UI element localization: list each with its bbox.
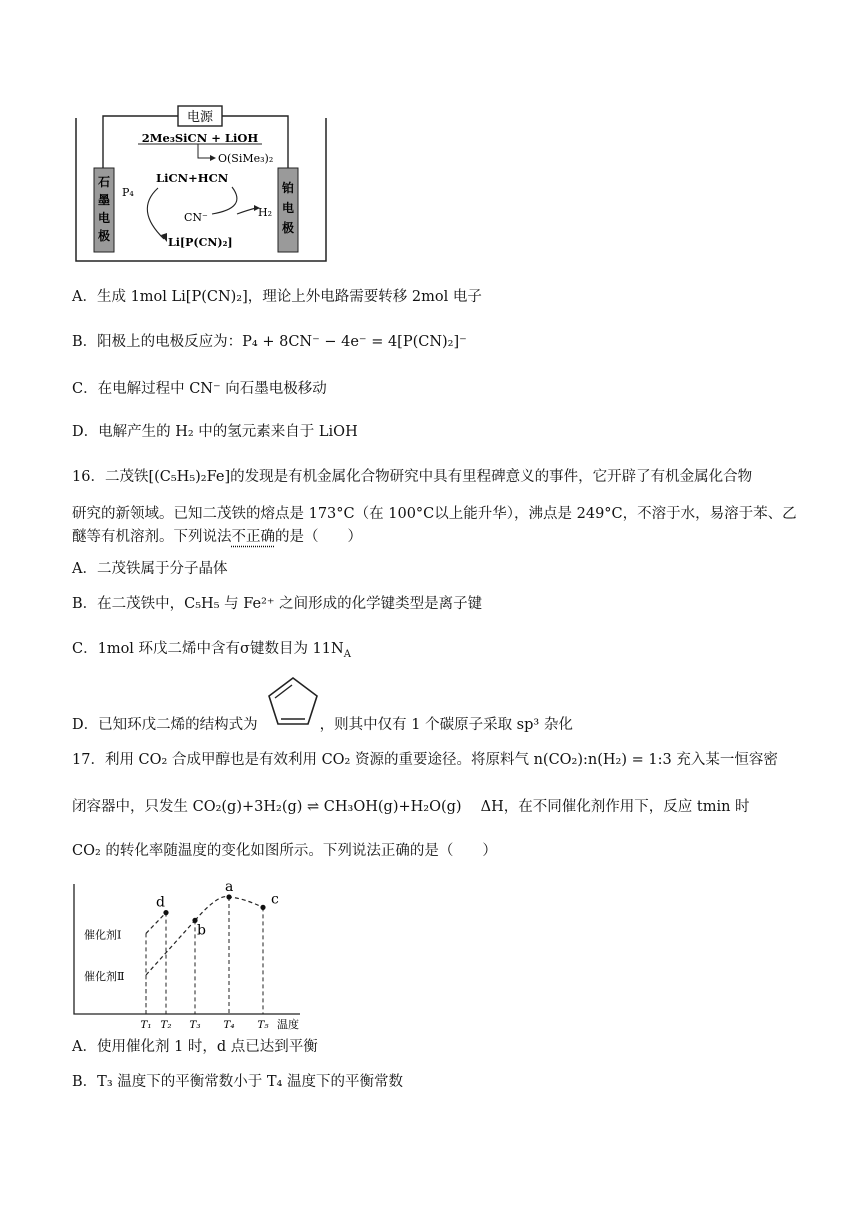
q16-option-c-sub: A bbox=[343, 648, 351, 660]
data-point-d bbox=[163, 910, 168, 915]
q16-option-b: B．在二茂铁中，C₅H₅ 与 Fe²⁺ 之间形成的化学键类型是离子键 bbox=[72, 596, 483, 612]
right-electrode-char: 极 bbox=[281, 221, 295, 235]
q15-option-b: B．阳极上的电极反应为：P₄ + 8CN⁻ − 4e⁻ = 4[P(CN)₂]⁻ bbox=[72, 334, 467, 350]
q16-stem-text: 醚等有机溶剂。下列说法 bbox=[72, 529, 232, 545]
q17-stem-line2: 闭容器中，只发生 CO₂(g)+3H₂(g) ⇌ CH₃OH(g)+H₂O(g) ΔH，在不同催化剂作用下，反应 tmin 时 bbox=[72, 799, 750, 815]
q17-stem-line1: 17．利用 CO₂ 合成甲醇也是有效利用 CO₂ 资源的重要途径。将原料气 n(CO₂):n(H₂) = 1:3 充入某一恒容密 bbox=[72, 752, 778, 768]
q16-emphasis: 不正确 bbox=[231, 529, 275, 545]
product-label: Li[P(CN)₂] bbox=[168, 236, 233, 249]
cyclopentadiene-structure bbox=[262, 672, 324, 730]
point-label-c: c bbox=[271, 891, 279, 908]
q17-option-a: A．使用催化剂 1 时，d 点已达到平衡 bbox=[72, 1039, 318, 1055]
mid-label: LiCN+HCN bbox=[156, 171, 229, 185]
q16-option-a: A．二茂铁属于分子晶体 bbox=[72, 561, 228, 577]
x-tick-label: T₁ bbox=[140, 1019, 152, 1030]
q17-option-b: B．T₃ 温度下的平衡常数小于 T₄ 温度下的平衡常数 bbox=[72, 1074, 403, 1090]
series-label-1: 催化剂Ⅰ bbox=[84, 928, 122, 942]
q16-option-c bbox=[72, 638, 351, 666]
power-label: 电源 bbox=[186, 110, 214, 125]
x-axis-label: 温度 bbox=[277, 1018, 299, 1030]
data-point-c bbox=[260, 905, 265, 910]
x-tick-label: T₂ bbox=[160, 1019, 172, 1030]
q17-stem-line3: CO₂ 的转化率随温度的变化如图所示。下列说法正确的是（ ） bbox=[72, 843, 497, 859]
h2-label: H₂ bbox=[258, 206, 273, 219]
q15-option-d: D．电解产生的 H₂ 中的氢元素来自于 LiOH bbox=[72, 424, 358, 440]
conversion-chart bbox=[72, 878, 312, 1030]
q16-option-c-text: C．1mol 环戊二烯中含有σ键数目为 11N bbox=[72, 641, 344, 657]
x-tick-label: T₃ bbox=[189, 1019, 201, 1030]
q15-option-c: C．在电解过程中 CN⁻ 向石墨电极移动 bbox=[72, 381, 327, 397]
q16-stem-line2: 研究的新领域。已知二茂铁的熔点是 173°C（在 100°C以上能升华），沸点是 249°C，不溶于水，易溶于苯、乙 bbox=[72, 506, 797, 522]
left-electrode-char: 石 bbox=[97, 175, 111, 189]
q16-stem-line3 bbox=[72, 526, 362, 548]
q15-option-a: A．生成 1mol Li[P(CN)₂]，理论上外电路需要转移 2mol 电子 bbox=[72, 289, 482, 305]
point-label-b: b bbox=[197, 922, 206, 939]
x-tick-label: T₄ bbox=[223, 1019, 235, 1030]
data-point-a bbox=[226, 894, 231, 899]
right-electrode-char: 铂 bbox=[281, 181, 295, 195]
q16-option-d-tail: ，则其中仅有 1 个碳原子采取 sp³ 杂化 bbox=[319, 717, 573, 733]
left-electrode-char: 极 bbox=[97, 229, 111, 243]
q16-stem-line1: 16．二茂铁[(C₅H₅)₂Fe]的发现是有机金属化合物研究中具有里程碑意义的事件，它开辟了有机金属化合物 bbox=[72, 469, 753, 485]
q16-stem-tail: 的是（ ） bbox=[275, 529, 362, 545]
reactants-label: 2Me₃SiCN + LiOH bbox=[141, 131, 259, 145]
left-electrode-char: 电 bbox=[97, 211, 111, 225]
left-electrode-char: 墨 bbox=[97, 193, 111, 207]
cn-label: CN⁻ bbox=[184, 211, 208, 224]
byproduct-label: O(SiMe₃)₂ bbox=[218, 152, 274, 165]
point-label-a: a bbox=[225, 879, 234, 895]
p4-label: P₄ bbox=[122, 186, 134, 199]
electrolysis-diagram bbox=[72, 96, 332, 268]
series-label-2: 催化剂Ⅱ bbox=[84, 970, 125, 983]
point-label-d: d bbox=[156, 894, 165, 911]
x-tick-label: T₅ bbox=[257, 1019, 269, 1030]
q16-option-d-text: D．已知环戊二烯的结构式为 bbox=[72, 717, 258, 733]
right-electrode-char: 电 bbox=[281, 201, 295, 215]
